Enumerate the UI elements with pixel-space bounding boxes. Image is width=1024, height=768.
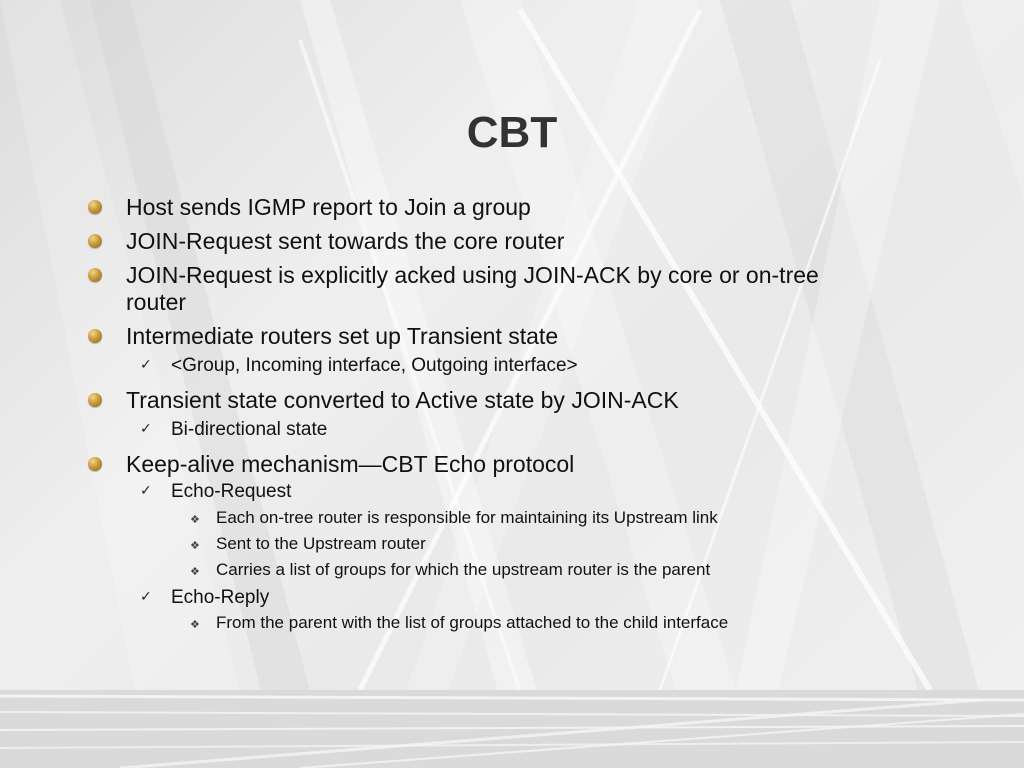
checkmark-icon: ✓ <box>140 421 152 437</box>
subsub-from-parent: From the parent with the list of groups attached to the child interface <box>216 613 729 632</box>
gold-ball-bullet-icon <box>88 329 102 343</box>
gold-ball-bullet-icon <box>88 268 102 282</box>
diamond-bullet-icon: ❖ <box>190 565 200 578</box>
checkmark-icon: ✓ <box>140 483 152 499</box>
bullet-transient-to-active: Transient state converted to Active state by JOIN-ACK <box>126 387 679 413</box>
subbullet-echo-request: Echo-Request <box>171 481 292 502</box>
gold-ball-bullet-icon <box>88 393 102 407</box>
diamond-bullet-icon: ❖ <box>190 513 200 526</box>
checkmark-icon: ✓ <box>140 589 152 605</box>
bullet-join-request-acked-line1: JOIN-Request is explicitly acked using JOIN-ACK by core or on-tree <box>126 262 819 288</box>
bullet-intermediate-routers: Intermediate routers set up Transient state <box>126 323 559 349</box>
subbullet-bidirectional: Bi-directional state <box>171 419 328 440</box>
bullet-join-request-sent: JOIN-Request sent towards the core router <box>126 228 565 254</box>
gold-ball-bullet-icon <box>88 234 102 248</box>
subsub-sent-upstream: Sent to the Upstream router <box>216 534 426 553</box>
subsub-each-on-tree-router: Each on-tree router is responsible for maintaining its Upstream link <box>216 508 718 527</box>
subsub-carries-list: Carries a list of groups for which the upstream router is the parent <box>216 560 711 579</box>
subbullet-group-interfaces: <Group, Incoming interface, Outgoing interface> <box>171 355 578 376</box>
bullet-keep-alive: Keep-alive mechanism—CBT Echo protocol <box>126 451 575 477</box>
diamond-bullet-icon: ❖ <box>190 539 200 552</box>
checkmark-icon: ✓ <box>140 357 152 373</box>
bullet-host-sends-igmp: Host sends IGMP report to Join a group <box>126 194 531 220</box>
bullet-join-request-acked-line2: router <box>126 289 187 315</box>
subbullet-echo-reply: Echo-Reply <box>171 587 270 608</box>
gold-ball-bullet-icon <box>88 457 102 471</box>
diamond-bullet-icon: ❖ <box>190 618 200 631</box>
slide-title: CBT <box>466 108 558 157</box>
gold-ball-bullet-icon <box>88 200 102 214</box>
